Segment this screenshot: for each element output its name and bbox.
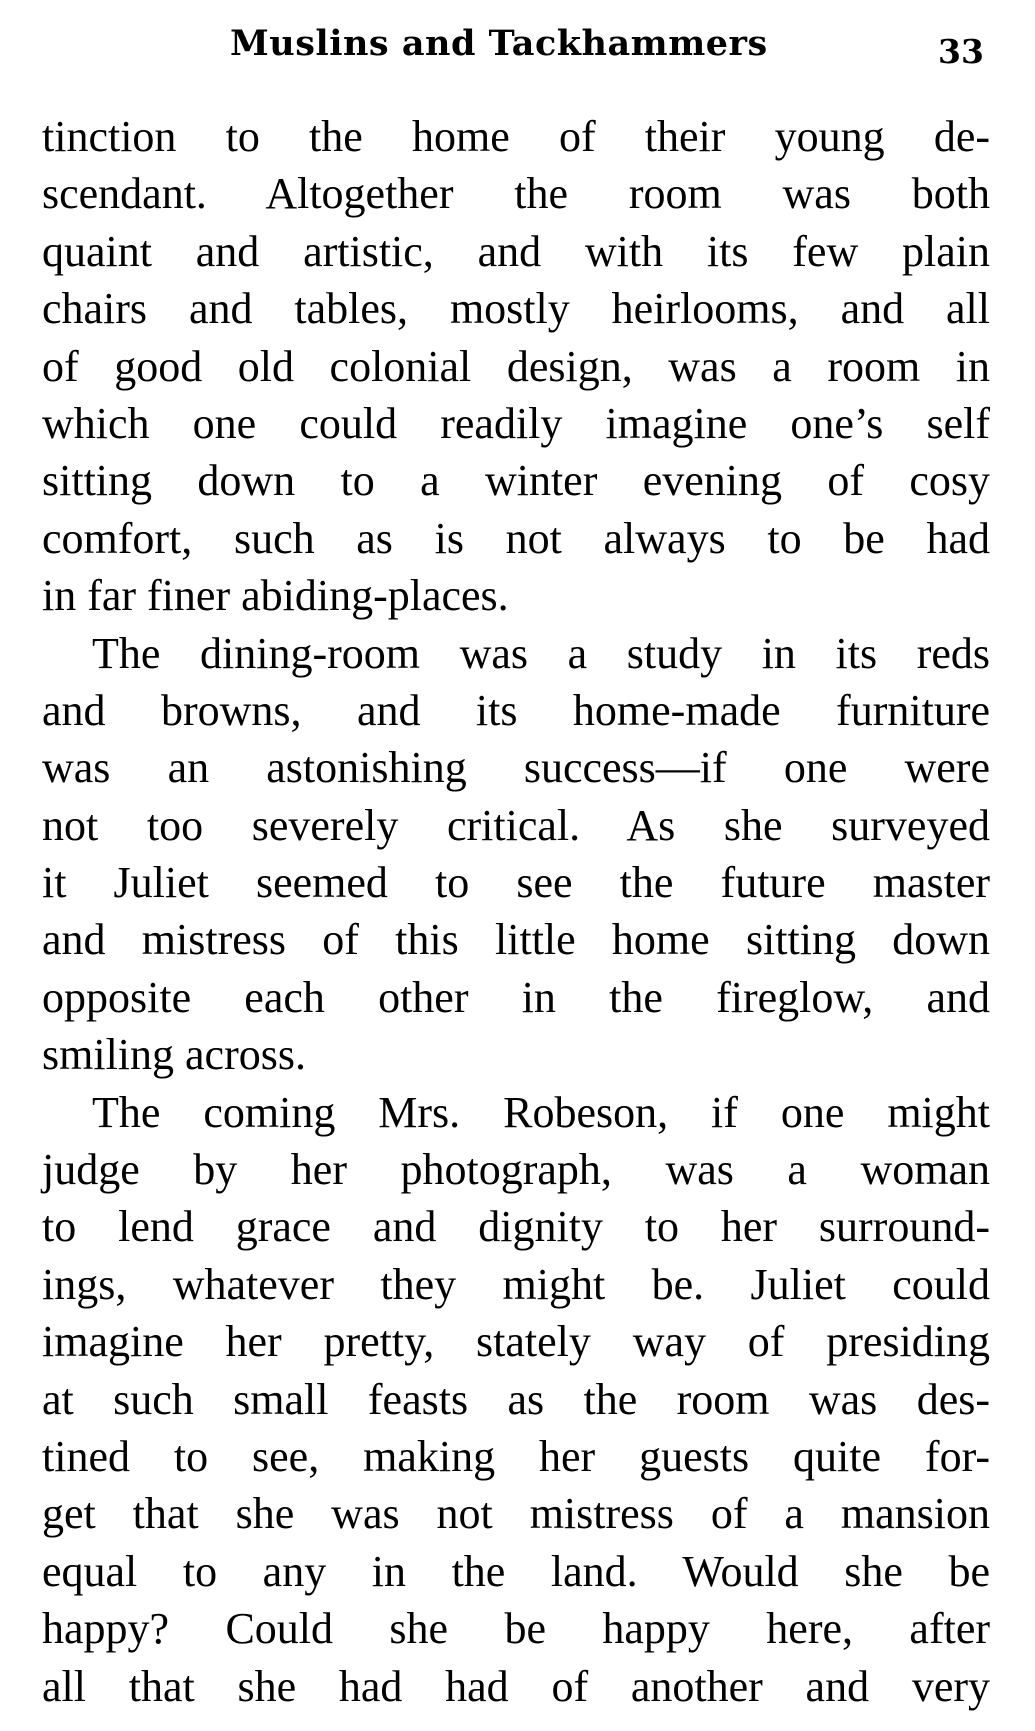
text-line: and mistress of this little home sitting down: [42, 915, 990, 965]
text-line: happy? Could she be happy here, after: [42, 1604, 990, 1654]
text-line: comfort, such as is not always to be had: [42, 513, 990, 563]
text-line: scendant. Altogether the room was both: [42, 169, 990, 219]
text-line: sitting down to a winter evening of cosy: [42, 456, 990, 506]
text-line: and browns, and its home-made furniture: [42, 685, 990, 735]
text-line: of good old colonial design, was a room in: [42, 341, 990, 391]
text-line: quaint and artistic, and with its few plain: [42, 226, 990, 276]
text-line: which one could readily imagine one’s self: [42, 398, 990, 448]
paragraph: [42, 108, 990, 625]
text-line: The dining-room was a study in its reds: [92, 628, 990, 678]
text-line: The coming Mrs. Robeson, if one might: [92, 1087, 990, 1137]
paragraph: [42, 625, 990, 1084]
running-header: Muslins and Tackhammers: [230, 23, 768, 64]
text-line: chairs and tables, mostly heirlooms, and all: [42, 284, 990, 334]
text-line: tined to see, making her guests quite for-: [42, 1431, 990, 1481]
text-line: opposite each other in the fireglow, and: [42, 972, 990, 1022]
text-line: equal to any in the land. Would she be: [42, 1546, 990, 1596]
text-line: it Juliet seemed to see the future master: [42, 858, 990, 908]
body-text: [42, 108, 990, 1715]
text-line: to lend grace and dignity to her surround-: [42, 1202, 990, 1252]
text-line: in far finer abiding-places.: [42, 571, 509, 621]
paragraph: [42, 1084, 990, 1715]
text-line: ings, whatever they might be. Juliet could: [42, 1259, 990, 1309]
text-line: tinction to the home of their young de-: [42, 112, 990, 161]
text-line: at such small feasts as the room was des-: [42, 1374, 990, 1424]
text-line: smiling across.: [42, 1030, 306, 1080]
page-number: 33: [938, 32, 984, 71]
text-line: judge by her photograph, was a woman: [42, 1145, 990, 1195]
text-line: not too severely critical. As she surveyed: [42, 800, 990, 850]
text-line: was an astonishing success—if one were: [42, 743, 990, 793]
text-line: get that she was not mistress of a mansion: [42, 1489, 990, 1539]
text-line: all that she had had of another and very: [42, 1661, 990, 1711]
text-line: imagine her pretty, stately way of presiding: [42, 1317, 990, 1367]
